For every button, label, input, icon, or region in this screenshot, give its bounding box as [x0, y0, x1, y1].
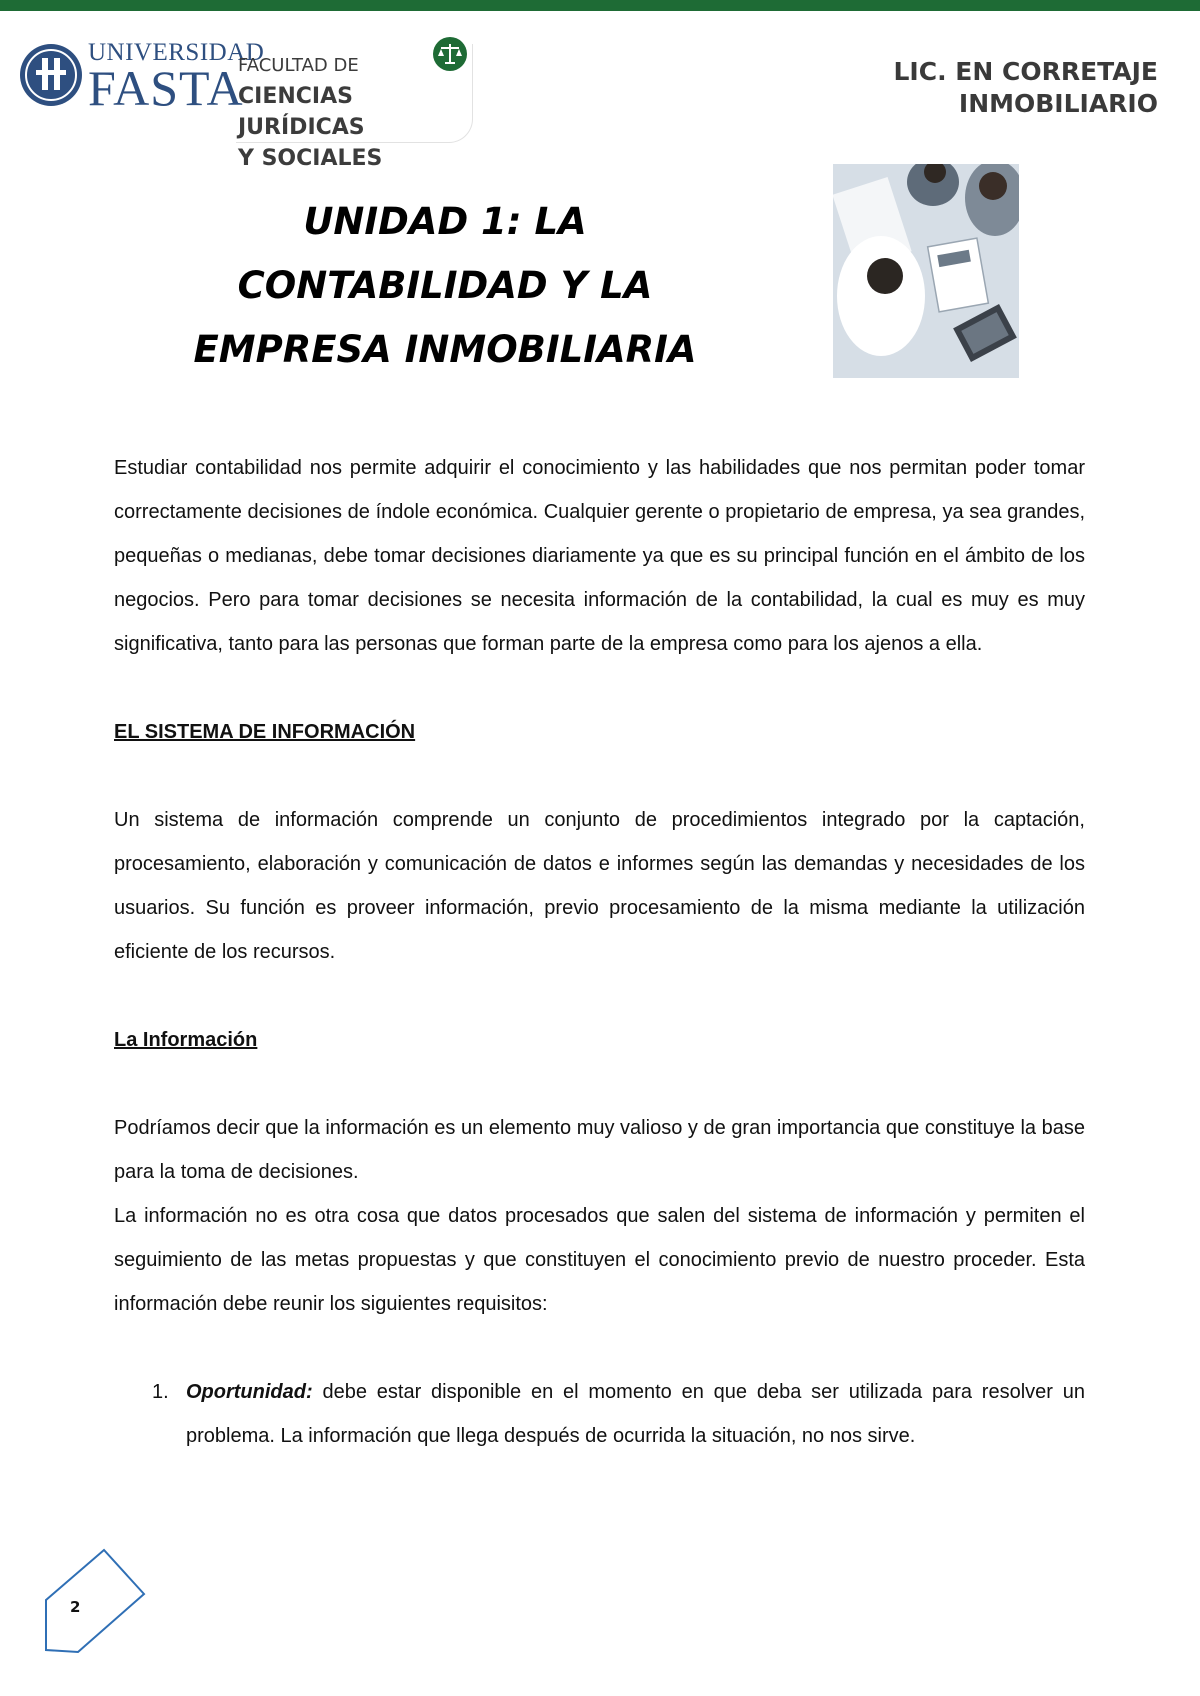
information-system-paragraph: Un sistema de información comprende un conjunto de procedimientos integrado por la captación, procesamiento, elaboración y comunicación de datos e informes según las demandas y necesidades de los usuarios. Su función es proveer información, previo procesamiento de la misma mediante la utilización eficiente de los recursos. — [114, 809, 1085, 963]
intro-paragraph: Estudiar contabilidad nos permite adquirir el conocimiento y las habilidades que nos permitan poder tomar correctamente decisiones de índole económica. Cualquier gerente o propietario de empresa, ya sea grandes, pequeñas o medianas, debe tomar decisiones diariamente ya que es su principal función en el ámbito de los negocios. Pero para tomar decisiones se necesita información de la contabilidad, la cual es muy es muy significativa, tanto para las personas que forman parte de la empresa como para los ajenos a ella. — [114, 457, 1085, 655]
unit-title-line-2: CONTABILIDAD Y LA — [237, 264, 653, 307]
program-name — [893, 56, 1158, 120]
faculty-line-2: CIENCIAS JURÍDICAS — [238, 84, 365, 140]
university-name-small: UNIVERSIDAD — [88, 39, 265, 66]
program-line-2: INMOBILIARIO — [958, 89, 1158, 118]
top-accent-bar — [0, 0, 1200, 11]
page-number: 2 — [70, 1598, 81, 1616]
scales-of-justice-icon — [432, 36, 468, 72]
information-paragraph-2: La información no es otra cosa que datos procesados que salen del sistema de información y permiten el seguimiento de las metas propuestas y que constituyen el conocimiento previo de nuestro proceder. Esta información debe reunir los siguientes requisitos: — [114, 1205, 1085, 1315]
list-item-number: 1. — [152, 1381, 169, 1403]
university-name-big: FASTA — [88, 60, 244, 116]
unit-title-line-3: EMPRESA INMOBILIARIA — [193, 328, 697, 371]
business-meeting-photo — [833, 164, 1019, 378]
unit-title — [160, 190, 730, 382]
faculty-line-1: FACULTAD DE — [238, 55, 359, 76]
document-body — [114, 446, 1085, 1458]
page-marker-icon — [44, 1548, 148, 1656]
information-paragraph-1: Podríamos decir que la información es un elemento muy valioso y de gran importancia que constituye la base para la toma de decisiones. — [114, 1117, 1085, 1183]
program-line-1: LIC. EN CORRETAJE — [893, 57, 1158, 86]
section-heading-information-system: EL SISTEMA DE INFORMACIÓN — [114, 721, 416, 743]
section-heading-information: La Información — [114, 1029, 258, 1051]
list-item — [114, 1370, 1085, 1458]
university-logo — [18, 36, 473, 171]
list-item-term: Oportunidad: — [186, 1381, 313, 1403]
unit-title-line-1: UNIDAD 1: LA — [303, 200, 587, 243]
university-seal-icon — [18, 42, 84, 108]
requirements-list — [114, 1370, 1085, 1458]
faculty-line-3: Y SOCIALES — [238, 146, 383, 171]
list-item-text: debe estar disponible en el momento en que deba ser utilizada para resolver un problema. La información que llega después de ocurrida la situación, no nos sirve. — [186, 1381, 1085, 1447]
